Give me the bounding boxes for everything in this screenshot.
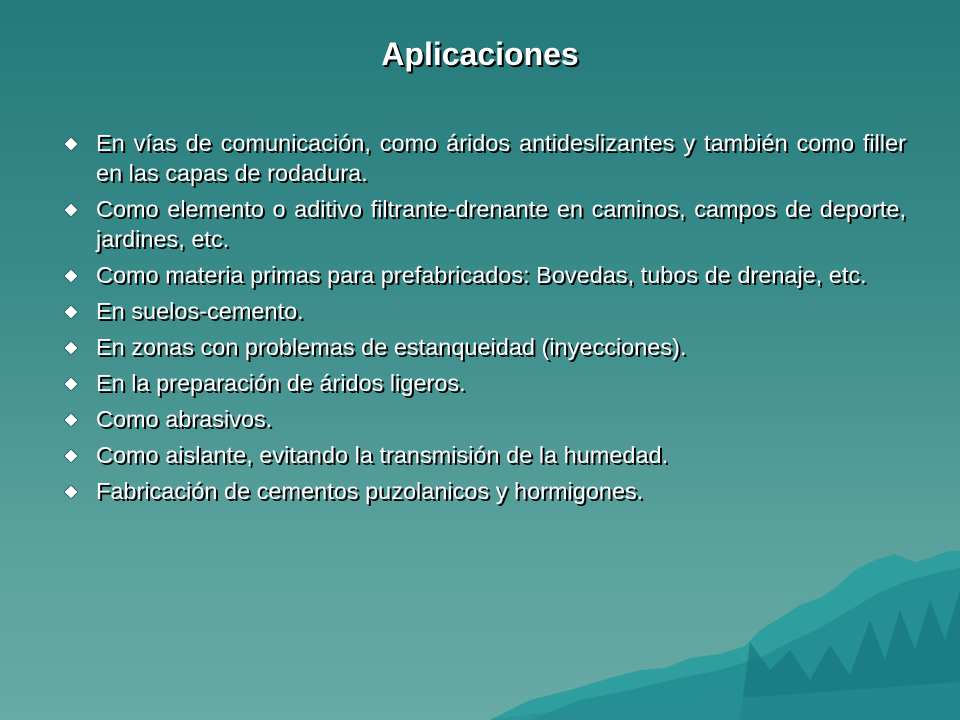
- list-item: [62, 404, 906, 434]
- diamond-icon: [64, 305, 78, 319]
- list-item: [62, 128, 906, 188]
- bullet-list: [62, 128, 906, 512]
- diamond-icon: [64, 377, 78, 391]
- diamond-icon: [64, 449, 78, 463]
- list-item: [62, 194, 906, 254]
- diamond-icon: [64, 341, 78, 355]
- mountain-illustration: [490, 550, 960, 720]
- diamond-icon: [64, 485, 78, 499]
- list-item-text: Como elemento o aditivo filtrante-drenante en caminos, campos de deporte, jardines, etc.: [96, 196, 906, 252]
- list-item-text: Como abrasivos.: [96, 406, 273, 432]
- diamond-icon: [64, 137, 78, 151]
- list-item: [62, 260, 906, 290]
- list-item: [62, 368, 906, 398]
- list-item-text: Como aislante, evitando la transmisión de la humedad.: [96, 442, 669, 468]
- list-item: [62, 476, 906, 506]
- list-item: [62, 296, 906, 326]
- slide-title: Aplicaciones: [381, 36, 579, 72]
- diamond-icon: [64, 203, 78, 217]
- list-item: [62, 332, 906, 362]
- list-item-text: En vías de comunicación, como áridos antideslizantes y también como filler en las capas de rodadura.: [96, 130, 906, 186]
- list-item-text: Fabricación de cementos puzolanicos y hormigones.: [96, 478, 644, 504]
- diamond-icon: [64, 269, 78, 283]
- diamond-icon: [64, 413, 78, 427]
- list-item-text: En la preparación de áridos ligeros.: [96, 370, 466, 396]
- list-item-text: En suelos-cemento.: [96, 298, 304, 324]
- list-item-text: Como materia primas para prefabricados: Bovedas, tubos de drenaje, etc.: [96, 262, 867, 288]
- list-item: [62, 440, 906, 470]
- list-item-text: En zonas con problemas de estanqueidad (inyecciones).: [96, 334, 687, 360]
